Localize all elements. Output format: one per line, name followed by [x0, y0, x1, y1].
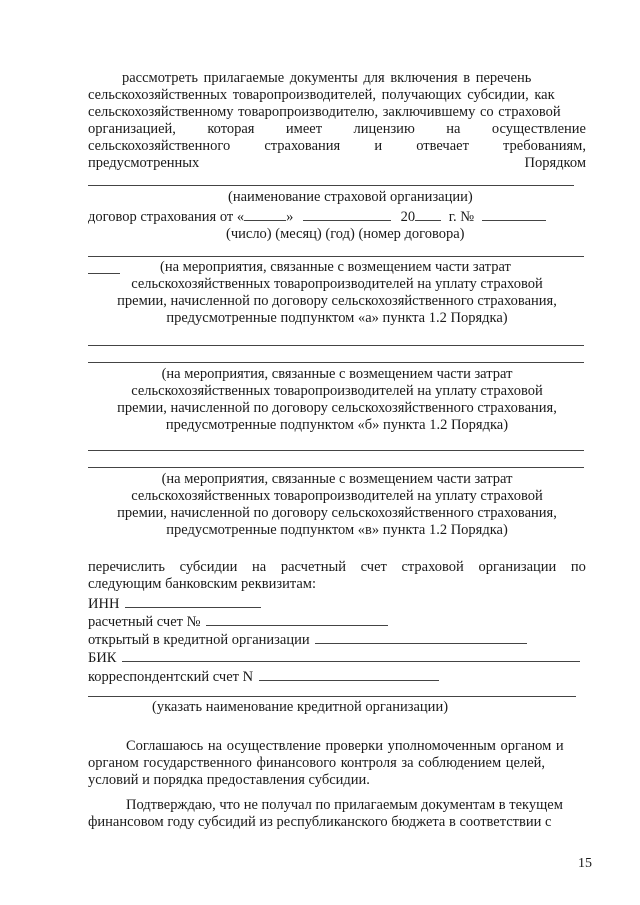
- measure-caption: предусмотренные подпунктом «а» пункта 1.2 Порядка): [166, 310, 508, 326]
- inn-field[interactable]: [125, 594, 261, 608]
- insurer-name-field[interactable]: [88, 185, 574, 186]
- measure-caption: сельскохозяйственных товаропроизводителей на уплату страховой: [131, 488, 543, 504]
- measure-caption: сельскохозяйственных товаропроизводителей на уплату страховой: [131, 276, 543, 292]
- measure-caption: премии, начисленной по договору сельскохозяйственного страхования,: [117, 505, 557, 521]
- consent-line: Соглашаюсь на осуществление проверки уполномоченным органом и: [126, 738, 564, 754]
- intro-line: организацией, которая имеет лицензию на осуществление: [88, 121, 586, 137]
- measure-caption: премии, начисленной по договору сельскохозяйственного страхования,: [117, 293, 557, 309]
- contract-month-field[interactable]: [303, 207, 391, 221]
- measure-caption: (на мероприятия, связанные с возмещением части затрат: [160, 259, 511, 275]
- inn-row: [88, 594, 261, 613]
- transfer-line: перечислить субсидии на расчетный счет страховой организации по: [88, 559, 586, 575]
- intro-line: сельскохозяйственному товаропроизводителю, заключившему со страховой: [88, 104, 561, 120]
- contract-label: договор страхования от «: [88, 209, 245, 225]
- intro-line: рассмотреть прилагаемые документы для включения в перечень: [122, 70, 532, 86]
- consent-line: условий и порядка предоставления субсидии.: [88, 772, 370, 788]
- measure-caption: сельскохозяйственных товаропроизводителей на уплату страховой: [131, 383, 543, 399]
- measure-caption: (на мероприятия, связанные с возмещением части затрат: [161, 366, 513, 382]
- intro-line: сельскохозяйственных товаропроизводителей, получающих субсидии, как: [88, 87, 555, 103]
- inn-label: ИНН: [88, 596, 120, 612]
- account-row: [88, 612, 388, 631]
- intro-line: сельскохозяйственного страхования и отвечает требованиям,: [88, 138, 586, 154]
- bank-opened-row: [88, 630, 527, 649]
- measure-c-amount-field[interactable]: [88, 467, 584, 468]
- contract-number-field[interactable]: [482, 207, 546, 221]
- bank-name-field[interactable]: [88, 696, 576, 697]
- measure-c-field[interactable]: [88, 450, 584, 451]
- consent-line: органом государственного финансового контроля за соблюдением целей,: [88, 755, 546, 771]
- bank-caption: (указать наименование кредитной организации): [152, 699, 449, 715]
- measure-caption: предусмотренные подпунктом «б» пункта 1.2 Порядка): [165, 417, 509, 433]
- confirm-line: финансовом году субсидий из республиканского бюджета в соответствии с: [88, 814, 552, 830]
- intro-line: предусмотренных Порядком: [88, 155, 586, 171]
- measure-caption: (на мероприятия, связанные с возмещением части затрат: [161, 471, 513, 487]
- bik-label: БИК: [88, 650, 117, 666]
- contract-line: договор страхования от « » 20 г. №: [88, 207, 546, 226]
- insurer-caption: (наименование страховой организации): [228, 189, 473, 205]
- measure-caption: предусмотренные подпунктом «в» пункта 1.2 Порядка): [166, 522, 508, 538]
- confirm-line: Подтверждаю, что не получал по прилагаемым документам в текущем: [126, 797, 563, 813]
- corr-field[interactable]: [259, 667, 439, 681]
- contract-year-field[interactable]: [415, 207, 441, 221]
- transfer-line: следующим банковским реквизитам:: [88, 576, 317, 592]
- bank-opened-label: открытый в кредитной организации: [88, 632, 310, 648]
- measure-b-field[interactable]: [88, 345, 584, 346]
- measure-a-field[interactable]: [88, 256, 584, 257]
- page-number: 15: [578, 856, 592, 871]
- bank-opened-field[interactable]: [315, 630, 527, 644]
- account-label: расчетный счет №: [88, 614, 201, 630]
- measure-b-amount-field[interactable]: [88, 362, 584, 363]
- corr-row: [88, 667, 439, 686]
- corr-label: корреспондентский счет N: [88, 669, 254, 685]
- contract-day-field[interactable]: [244, 207, 286, 221]
- bik-row: [88, 648, 580, 667]
- contract-caption: (число) (месяц) (год) (номер договора): [226, 226, 465, 242]
- bik-field[interactable]: [122, 648, 580, 662]
- measure-a-amount-field[interactable]: [88, 273, 120, 274]
- account-field[interactable]: [206, 612, 388, 626]
- measure-caption: премии, начисленной по договору сельскохозяйственного страхования,: [117, 400, 557, 416]
